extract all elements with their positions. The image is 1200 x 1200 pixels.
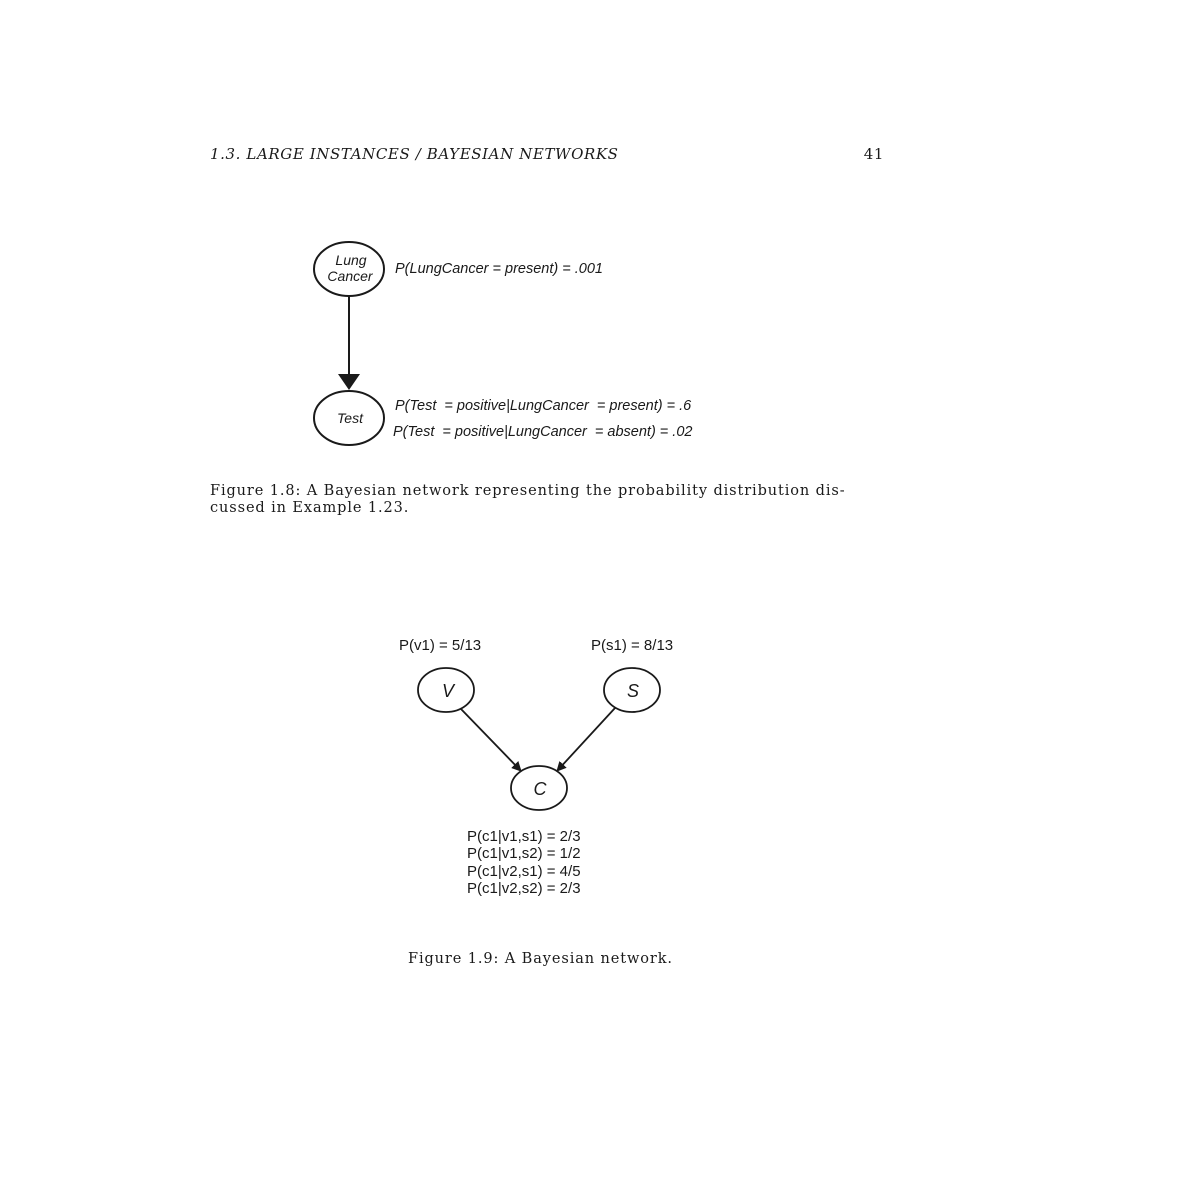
cpt-c-row-2: P(c1|v1,s2) = 1/2: [467, 845, 581, 862]
figure-1-9: [399, 637, 673, 897]
figure-1-8-caption: Figure 1.8: A Bayesian network representing the probability distribution dis- cussed in Example 1.23.: [210, 483, 846, 516]
node-lung-cancer-label-line2: Cancer: [327, 268, 373, 284]
cpt-test-absent: P(Test = positive|LungCancer = absent) = .02: [393, 424, 693, 440]
edge-s-c: [557, 708, 615, 771]
prior-s: P(s1) = 8/13: [591, 637, 674, 654]
node-test-label: Test: [337, 410, 363, 426]
node-s-label: S: [626, 681, 640, 701]
cpt-c-row-4: P(c1|v2,s2) = 2/3: [467, 880, 581, 897]
arrowhead-lungcancer-test: [338, 374, 360, 390]
cpt-c-row-3: P(c1|v2,s1) = 4/5: [467, 863, 581, 880]
section-title: 1.3. LARGE INSTANCES / BAYESIAN NETWORKS: [210, 145, 619, 163]
figure-1-9-caption: Figure 1.9: A Bayesian network.: [408, 951, 673, 967]
node-lung-cancer-label-line1: Lung: [335, 252, 367, 268]
page-number: 41: [863, 145, 884, 163]
node-v-label: V: [441, 681, 455, 701]
figure-1-8: [314, 242, 692, 445]
node-c-label: C: [533, 779, 547, 799]
edge-v-c: [461, 709, 521, 771]
cpt-test-present: P(Test = positive|LungCancer = present) = .6: [395, 398, 692, 414]
prior-v: P(v1) = 5/13: [399, 637, 482, 654]
cpt-c-row-1: P(c1|v1,s1) = 2/3: [467, 828, 581, 845]
prior-lungcancer: P(LungCancer = present) = .001: [395, 261, 603, 277]
